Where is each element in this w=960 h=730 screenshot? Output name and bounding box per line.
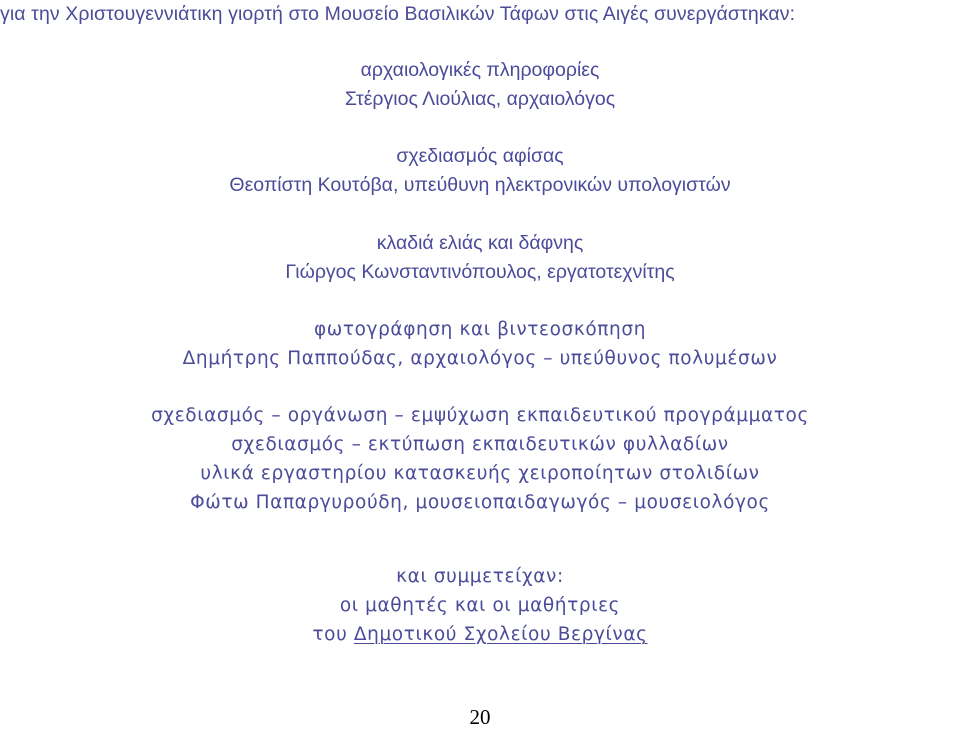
credit-photography-video xyxy=(0,315,960,373)
credit-poster-design xyxy=(0,142,960,200)
spacer xyxy=(0,373,960,401)
credit-person: Στέργιος Λιούλιας, αρχαιολόγος xyxy=(344,88,616,110)
credit-olive-laurel-branches xyxy=(0,229,960,287)
participants-intro: και συμμετείχαν: xyxy=(396,566,564,587)
participants-school-line xyxy=(0,620,960,649)
credit-person: Γιώργος Κωνσταντινόπουλος, εργατοτεχνίτης xyxy=(285,261,675,283)
credit-role: κλαδιά ελιάς και δάφνης xyxy=(376,232,584,254)
page-header: για την Χριστουγεννιάτικη γιορτή στο Μουσείο Βασιλικών Τάφων στις Αιγές συνεργάστηκαν: xyxy=(0,3,796,25)
credit-educational-program xyxy=(0,401,960,517)
page-number: 20 xyxy=(469,705,491,729)
school-name: Δημοτικού Σχολείου Βεργίνας xyxy=(353,624,648,645)
credit-role: σχεδιασμός αφίσας xyxy=(396,145,564,167)
credits-list xyxy=(0,56,960,517)
credit-person: Δημήτρης Παππούδας, αρχαιολόγος – υπεύθυνος πολυμέσων xyxy=(182,348,778,369)
credit-role: σχεδιασμός – εκτύπωση εκπαιδευτικών φυλλαδίων xyxy=(231,434,729,455)
credit-role: φωτογράφηση και βιντεοσκόπηση xyxy=(313,319,647,340)
credit-role: αρχαιολογικές πληροφορίες xyxy=(360,59,600,81)
participants-school-prefix: του xyxy=(312,624,354,645)
credit-person: Φώτω Παπαργυρούδη, μουσειοπαιδαγωγός – μουσειολόγος xyxy=(190,492,770,513)
spacer xyxy=(0,200,960,229)
spacer xyxy=(0,114,960,142)
participants-block xyxy=(0,562,960,649)
spacer xyxy=(0,287,960,315)
credit-role: σχεδιασμός – οργάνωση – εμψύχωση εκπαιδευτικού προγράμματος xyxy=(151,405,809,426)
credit-role: υλικά εργαστηρίου κατασκευής χειροποίητων στολιδίων xyxy=(200,463,760,484)
credit-archaeological-info xyxy=(0,56,960,114)
credit-person: Θεοπίστη Κουτόβα, υπεύθυνη ηλεκτρονικών υπολογιστών xyxy=(229,174,731,196)
participants-students: οι μαθητές και οι μαθήτριες xyxy=(339,595,621,616)
